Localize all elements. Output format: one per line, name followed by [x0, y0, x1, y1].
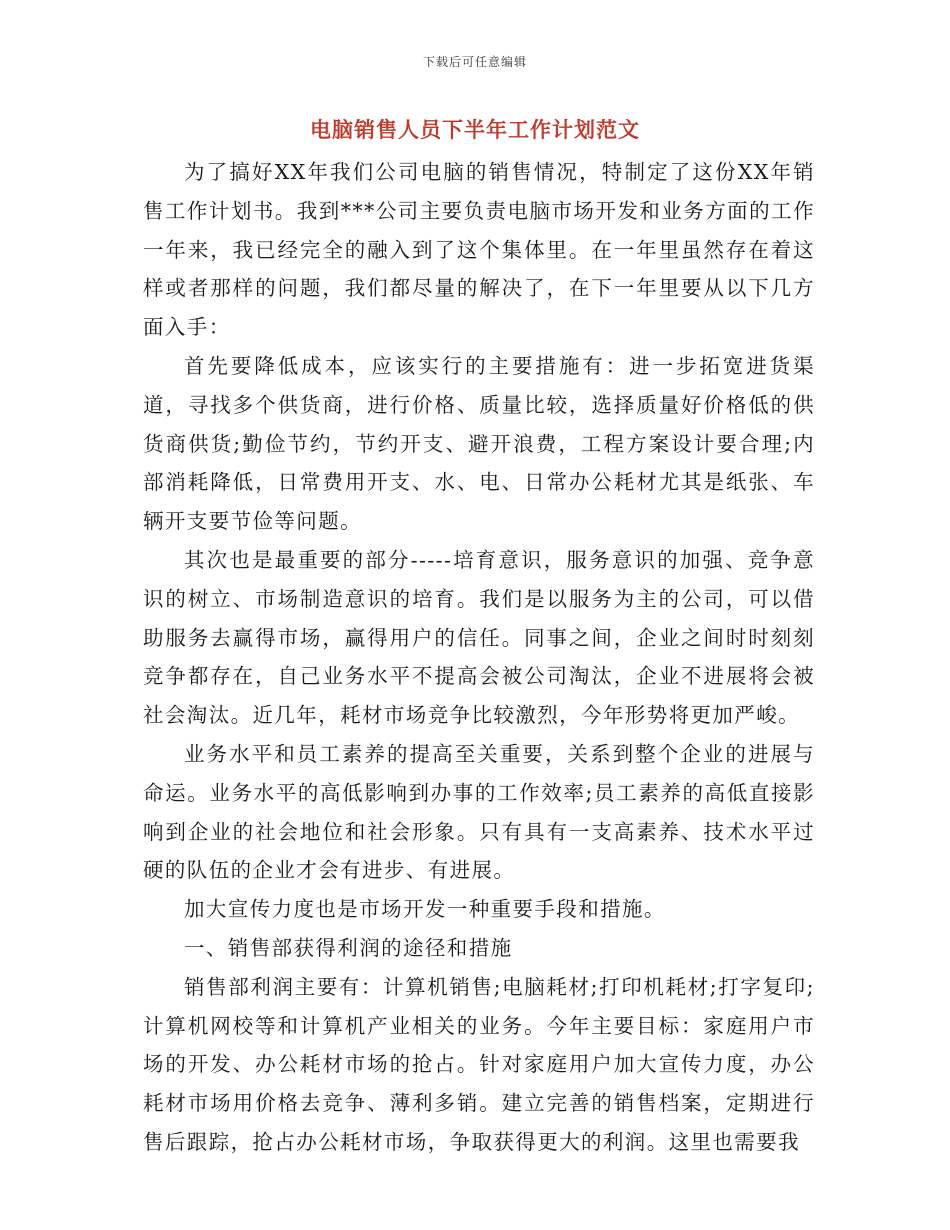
paragraph-publicity: 加大宣传力度也是市场开发一种重要手段和措施。 [184, 897, 666, 922]
page-header: 下载后可任意编辑 [422, 55, 527, 69]
paragraph-cost-reduction: 首先要降低成本，应该实行的主要措施有：进一步拓宽进货渠道，寻找多个供货商，进行价格、质量比较，选择质量好价格低的供货商供货;勤俭节约，节约开支、避开浪费，工程方案设计要合理;内部消耗降低，日常费用开支、水、电、日常办公耗材尤其是纸张、车辆开支要节俭等问题。 [143, 353, 815, 534]
paragraph-profit-sources: 销售部利润主要有：计算机销售;电脑耗材;打印机耗材;打字复印;计算机网校等和计算机产业相关的业务。今年主要目标：家庭用户市场的开发、办公耗材市场的抢占。针对家庭用户加大宣传力度，办公耗材市场用价格去竞争、薄利多销。建立完善的销售档案，定期进行售后跟踪，抢占办公耗材市场，争取获得更大的利润。这里也需要我 [143, 974, 815, 1154]
document-body [143, 153, 815, 1162]
paragraph-intro: 为了搞好XX年我们公司电脑的销售情况，特制定了这份XX年销售工作计划书。我到***公司主要负责电脑市场开发和业务方面的工作一年来，我已经完全的融入到了这个集体里。在一年里虽然存在着这样或者那样的问题，我们都尽量的解决了，在下一年里要从以下几方面入手： [143, 160, 815, 340]
paragraph-staff-quality: 业务水平和员工素养的提高至关重要，关系到整个企业的进展与命运。业务水平的高低影响到办事的工作效率;员工素养的高低直接影响到企业的社会地位和社会形象。只有具有一支高素养、技术水平过硬的队伍的企业才会有进步、有进展。 [143, 741, 815, 883]
paragraph-awareness: 其次也是最重要的部分-----培育意识，服务意识的加强、竞争意识的树立、市场制造意识的培育。我们是以服务为主的公司，可以借助服务去赢得市场，赢得用户的信任。同事之间，企业之间时时刻刻竞争都存在，自己业务水平不提高会被公司淘汰，企业不进展将会被社会淘汰。近几年，耗材市场竞争比较激烈，今年形势将更加严峻。 [143, 547, 815, 728]
document-title: 电脑销售人员下半年工作计划范文 [310, 117, 640, 142]
section-heading-profit: 一、销售部获得利润的途径和措施 [184, 935, 513, 960]
